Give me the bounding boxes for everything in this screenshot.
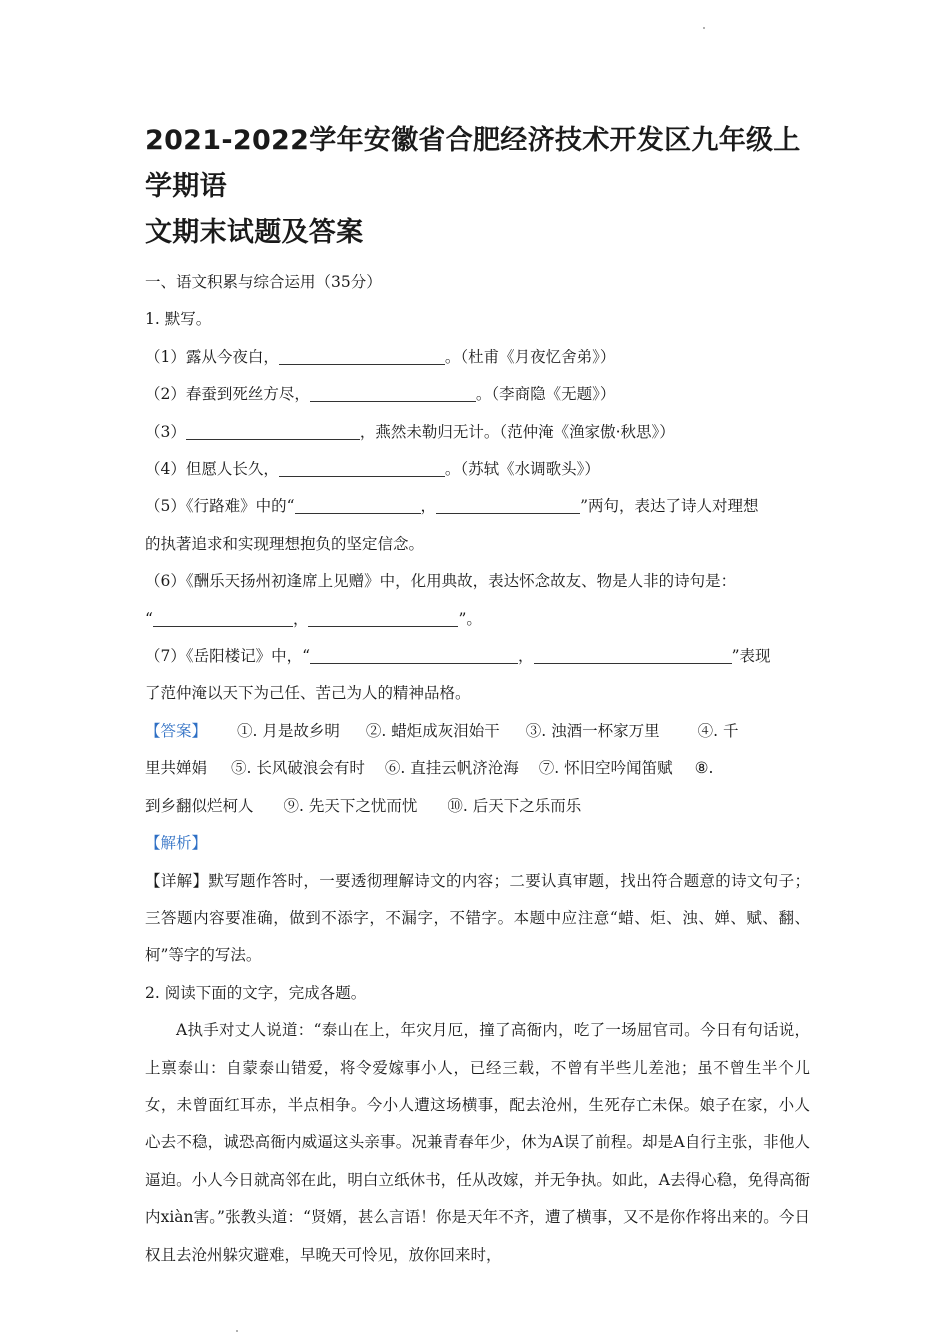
title-line-1: 2021-2022学年安徽省合肥经济技术开发区九年级上学期语 (145, 125, 801, 202)
reading-passage: A执手对丈人说道：“泰山在上，年灾月厄，撞了高衙内，吃了一场屈官司。今日有句话说，上禀泰山：自蒙泰山错爱，将令爱嫁事小人，已经三载，不曾有半些儿差池；虽不曾生半个儿女，未曾面红耳赤，半点相争。今小人遭这场横事，配去沧州，生死存亡未保。娘子在家，小人心去不稳，诚恐高衙内威逼这头亲事。况兼青春年少，休为A误了前程。却是A自行主张，非他人逼迫。小人今日就高邻在此，明白立纸休书，任从改嫁，并无争执。如此，A去得心稳，免得高衙内xiàn害。”张教头道：“贤婿，甚么言语！你是天年不齐，遭了横事，又不是你作将出来的。今日权且去沧州躲灾避难，早晚天可怜见，放你回来时， (145, 1021, 810, 1264)
document-page (145, 118, 810, 1274)
q1-item-2: （2）春蚕到死丝方尽， 。（李商隐《无题》） (145, 385, 616, 404)
document-title (145, 118, 810, 256)
q1-item-6: （6）《酬乐天扬州初逢席上见赠》中，化用典故，表达怀念故友、物是人非的诗句是： (145, 572, 737, 591)
question-2-stem: 2. 阅读下面的文字，完成各题。 (145, 983, 367, 1002)
answer-row: 【答案】 ①. 月是故乡明 ②. 蜡炬成灰泪始干 ③. 浊酒一杯家万里 ④. 千 (145, 721, 739, 740)
answer-blank[interactable] (436, 495, 580, 514)
answer-blank[interactable] (295, 495, 421, 514)
title-line-2: 文期末试题及答案 (145, 217, 364, 248)
answer-blank[interactable] (186, 421, 360, 440)
answer-blank[interactable] (153, 608, 293, 627)
q1-item-3: （3） ，燕然未勒归无计。（范仲淹《渔家傲·秋思》） (145, 422, 675, 441)
answer-row: 到乡翻似烂柯人 ⑨. 先天下之忧而忧 ⑩. 后天下之乐而乐 (145, 796, 582, 815)
q1-item-4: （4）但愿人长久， 。（苏轼《水调歌头》） (145, 460, 600, 479)
answer-row: 里共婵娟 ⑤. 长风破浪会有时 ⑥. 直挂云帆济沧海 ⑦. 怀旧空吟闻笛赋 ⑧. (145, 759, 714, 778)
answer-blank[interactable] (310, 645, 518, 664)
answer-blank[interactable] (279, 458, 445, 477)
answer-blank[interactable] (310, 383, 476, 402)
answer-blank[interactable] (308, 608, 458, 627)
q1-item-1: （1）露从今夜白， 。（杜甫《月夜忆舍弟》） (145, 347, 616, 366)
q1-item-5: （5）《行路难》中的“ ， ”两句，表达了诗人对理想 (145, 497, 759, 516)
detail-paragraph: 【详解】默写题作答时，一要透彻理解诗文的内容；二要认真审题，找出符合题意的诗文句子；三答题内容要准确，做到不添字，不漏字，不错字。本题中应注意“蜡、炬、浊、婵、赋、翻、柯”等字的写法。 (145, 871, 810, 965)
q1-item-5-cont: 的执著追求和实现理想抱负的坚定信念。 (145, 534, 425, 553)
scan-speck (703, 27, 705, 29)
q1-item-7: （7）《岳阳楼记》中，“ ， ”表现 (145, 647, 771, 666)
scan-speck (236, 1330, 238, 1332)
answer-blank[interactable] (534, 645, 732, 664)
answer-tag: 【答案】 (145, 721, 208, 740)
question-1-stem: 1. 默写。 (145, 310, 212, 329)
answer-blank[interactable] (279, 346, 445, 365)
analysis-tag: 【解析】 (145, 834, 208, 853)
section-heading: 一、语文积累与综合运用（35分） (145, 273, 382, 291)
detail-label: 【详解】 (145, 871, 209, 890)
q1-item-7-cont: 了范仲淹以天下为己任、苦己为人的精神品格。 (145, 684, 471, 703)
answer-block (145, 713, 810, 825)
q1-item-6-blanks: “ ， ”。 (145, 609, 482, 628)
